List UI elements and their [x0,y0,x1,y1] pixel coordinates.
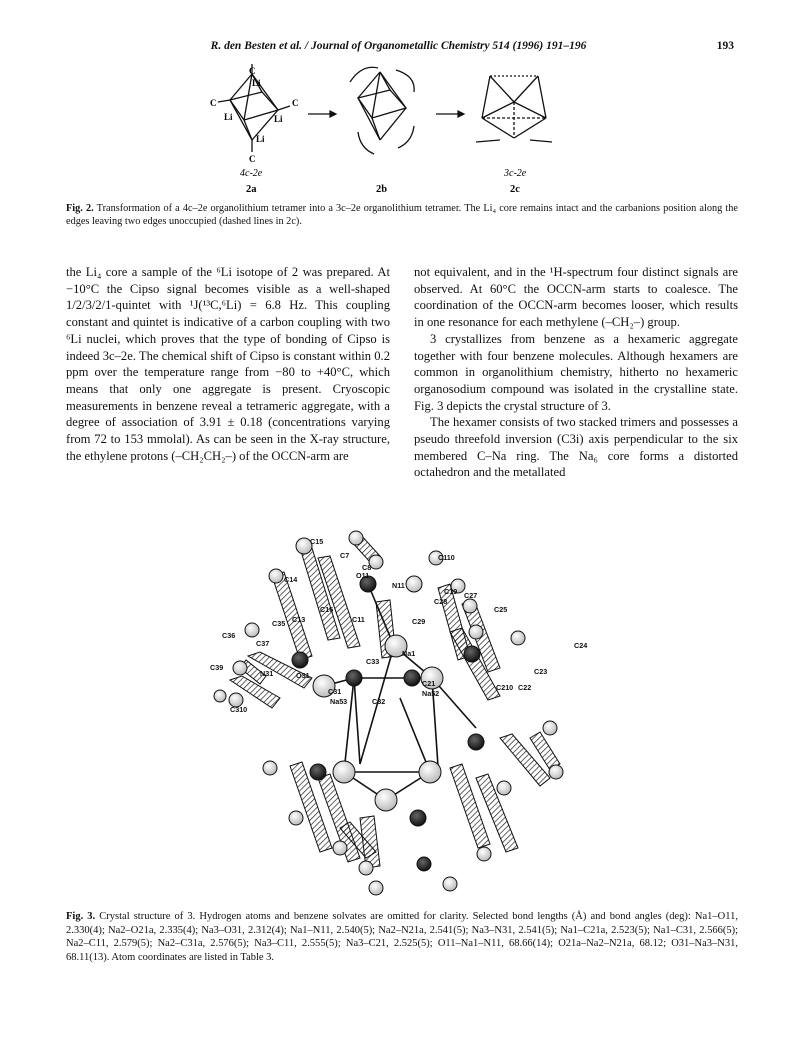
crystal-structure-figure [200,528,610,900]
crystal-structure-drawing [200,528,610,900]
right-paragraph-1: not equivalent, and in the ¹H-spectrum four distinct signals are observed. At 60°C the OCCN-arm starts to coalesce. The coordination of the OCCN-arm becomes looser, which results in one resonance for each methylene (–CH₂–) group. [414,265,738,330]
tetramer-2b [350,67,414,154]
atom-label: C13 [292,615,306,624]
scheme-sub-4c2e: 4c-2e [240,168,263,179]
running-head: R. den Besten et al. / Journal of Organometallic Chemistry 514 (1996) 191–196 [210,40,587,52]
right-paragraph-3: The hexamer consists of two stacked trimers and possesses a pseudo threefold inversion (C3i) axis perpendicular to the six membered C–Na ring. The Na₆ core forms a distorted octahedron and the metallated [414,415,738,480]
atom-label: Na53 [330,697,348,706]
compound-id-2a: 2a [246,184,257,194]
atom-label: C21 [422,679,436,688]
fig3-label: Fig. 3. [66,911,96,922]
fig2-text: Transformation of a 4c–2e organolithium tetramer into a 3c–2e organolithium tetramer. The Li₄ core remains intact and the carbanions position along the edges leaving two edges unoccupied (dashed lines in 2c). [66,203,738,227]
atom-label: C110 [438,553,455,562]
tetramer-2c [476,76,552,142]
atom-label: Li [274,114,283,124]
left-paragraph-1: the Li₄ core a sample of the ⁶Li isotope of 2 was prepared. At −10°C the Cipso signal becomes visible as a well-shaped 1/2/3/2/1-quintet with ¹J(¹³C,⁶Li) = 6.8 Hz. This coupling constant and quintet is indicative of a carbon coupling with two ⁶Li nuclei, which proves that the type of bonding of Cipso is indeed 3c–2e. The chemical shift of Cipso is constant within 0.2 ppm over the temperature range from −80 to +40°C, which means that only one aggregate is present. Cryoscopic measurements in benzene reveal a tetrameric aggregate, with a degree of association of 3.91 ± 0.18 (concentrations varying from 72 to 153 mmolal). As can be seen in the X-ray structure, the ethylene protons (–CH₂CH₂–) of the OCCN-arm are [66,265,390,463]
atom-label: C39 [210,663,224,672]
atom-label: C23 [534,667,548,676]
atom-label: C27 [464,591,478,600]
atom-label: C29 [412,617,426,626]
arrow-right-icon [436,111,464,117]
atom-label: O31 [296,671,310,680]
atom-label: C33 [366,657,380,666]
atom-label: C19 [444,587,458,596]
atom-label: C310 [230,705,248,714]
atom-label: C25 [494,605,508,614]
page-number: 193 [716,40,734,52]
atom-label: Li [224,112,233,122]
running-header [0,40,797,60]
atom-label: N31 [260,669,274,678]
atom-label: Li [252,78,261,88]
atom-label: C36 [222,631,236,640]
atom-label: C [249,66,256,76]
atom-label: C11 [352,615,365,624]
atom-label: C24 [574,641,588,650]
atom-label: C22 [518,683,532,692]
arrow-right-icon [308,111,336,117]
fig3-text: Crystal structure of 3. Hydrogen atoms and benzene solvates are omitted for clarity. Selected bond lengths (Å) and bond angles (deg): Na1–O11, 2.330(4); Na2–O21a, 2.335(4); Na3–O31, 2.312(4); Na1–N11, 2.540(5); Na2–N21a, 2.541(5); Na3–N31, 2.541(5); Na1–C21a, 2.523(5); Na1–C31, 2.566(5); Na2–C11, 2.579(5); Na2–C31a, 2.576(5); Na3–C11, 2.555(5); Na3–C21, 2.525(5); O11–Na1–N11, 68.66(14); O21a–Na2–N21a, 68.12; O31–Na3–N31, 68.11(13). Atom coordinates are listed in Table 3. [66,911,738,963]
atom-label: C7 [340,551,350,560]
atom-label: C37 [256,639,270,648]
right-paragraph-2: 3 crystallizes from benzene as a hexameric aggregate together with four benzene molecules. Although hexamers are common in organolithium chemistry, hitherto no hexameric organosodium compound was isolated in the crystalline state. Fig. 3 depicts the crystal structure of 3. [414,331,738,413]
atom-label: C35 [272,619,286,628]
fig2-caption [66,202,738,228]
atom-label: Na1 [402,649,416,658]
atom-label: O11 [356,571,370,580]
fig2-scheme [200,62,620,194]
scheme-drawing [200,62,620,194]
atom-label: Na52 [422,689,440,698]
atom-label: C31 [328,687,342,696]
atom-label: C14 [284,575,298,584]
atom-labels [210,537,587,714]
atom-label: C8 [362,563,372,572]
atom-label: C [249,154,256,164]
atom-label: N11 [392,581,405,590]
fig2-label: Fig. 2. [66,203,94,214]
compound-id-2b: 2b [376,184,388,194]
atom-label: C32 [372,697,386,706]
atom-label: C [292,98,299,108]
atom-label: C28 [434,597,448,606]
scheme-sub-3c2e: 3c-2e [504,168,527,179]
atom-label: C210 [496,683,514,692]
atom-label: C16 [320,605,334,614]
left-column [66,264,390,464]
atom-label: C15 [310,537,324,546]
fig3-caption [66,910,738,964]
compound-id-2c: 2c [510,184,520,194]
atom-label: C [210,98,217,108]
right-column [414,264,738,481]
atom-label: Li [256,134,265,144]
